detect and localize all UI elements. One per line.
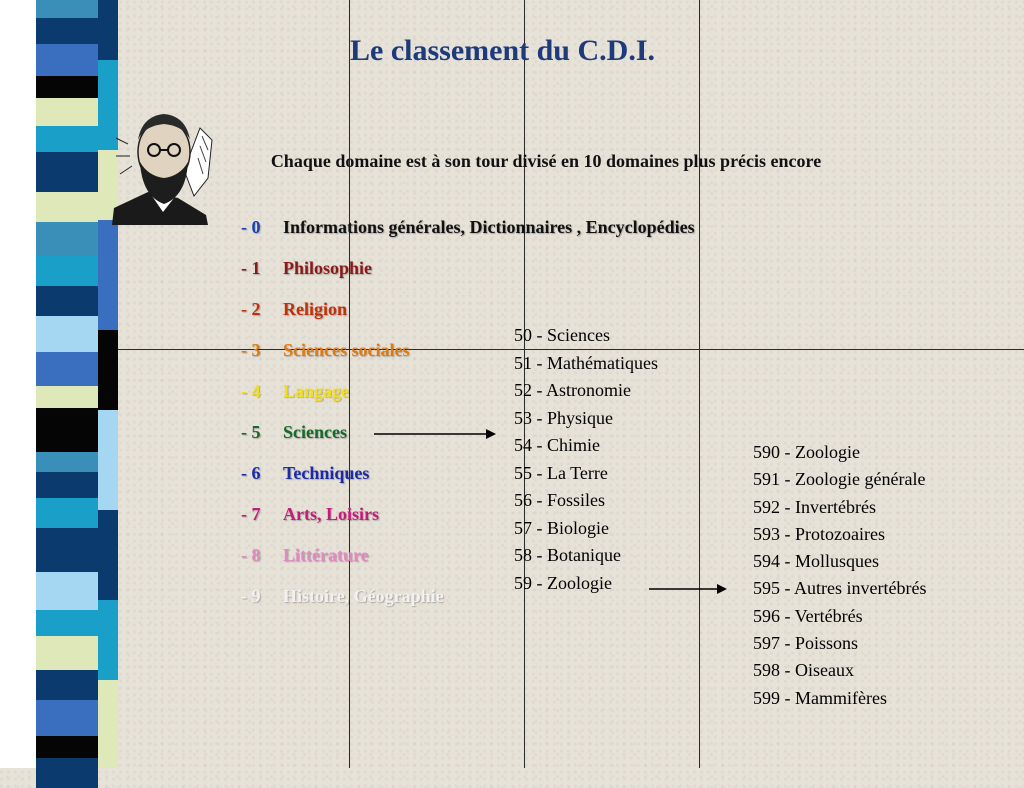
- domain-label: Techniques: [283, 463, 370, 483]
- list-item: 55 - La Terre: [514, 462, 608, 483]
- list-item: 597 - Poissons: [753, 633, 859, 654]
- list-item: 51 - Mathématiques: [514, 352, 658, 373]
- list-item: 58 - Botanique: [514, 545, 621, 565]
- list-item: 596 - Vertébrés: [753, 605, 863, 626]
- domain-item: [241, 299, 347, 320]
- list-item: 599 - Mammifères: [753, 687, 887, 708]
- domain-item: [241, 504, 379, 525]
- list-item: 595 - Autres invertébrés: [753, 578, 927, 599]
- domain-label: Sciences sociales: [283, 340, 410, 360]
- domain-item: [241, 545, 369, 566]
- domain-number: - 7: [241, 504, 261, 524]
- list-item: 594 - Mollusques: [753, 551, 879, 572]
- portrait-illustration: [108, 100, 218, 225]
- domain-label: Langage: [283, 381, 350, 401]
- strip-blocks: [36, 0, 98, 768]
- list-item: 53 - Physique: [514, 407, 613, 428]
- domain-item: [241, 340, 409, 361]
- domain-number: - 5: [241, 422, 261, 442]
- domain-label: Littérature: [283, 545, 369, 565]
- list-item: 50 - Sciences: [514, 325, 610, 345]
- domain-label: Religion: [283, 299, 348, 319]
- domain-number: - 1: [241, 258, 261, 278]
- domain-number: - 2: [241, 299, 261, 319]
- domain-number: - 6: [241, 463, 261, 483]
- list-item: 593 - Protozoaires: [753, 523, 885, 544]
- domain-label: Histoire, Géographie: [283, 586, 444, 606]
- grid-line-v3: [699, 0, 700, 768]
- domain-item: [241, 463, 369, 484]
- list-item: 592 - Invertébrés: [753, 496, 876, 517]
- arrow-right-icon: [374, 427, 498, 441]
- list-item: 54 - Chimie: [514, 435, 600, 455]
- domain-label: Philosophie: [283, 258, 373, 278]
- domain-item: [241, 586, 444, 607]
- list-item: 591 - Zoologie générale: [753, 469, 926, 490]
- intro-text: Chaque domaine est à son tour divisé en 10 domaines plus précis encore: [270, 151, 822, 171]
- domain-item: [241, 217, 695, 238]
- domain-item: [241, 422, 347, 443]
- domain-number: - 3: [241, 340, 261, 360]
- zoologie-subdomain-list: [753, 439, 926, 712]
- arrow-right-icon: [649, 582, 729, 596]
- list-item: 52 - Astronomie: [514, 380, 631, 400]
- list-item: 59 - Zoologie: [514, 572, 612, 593]
- domain-label: Sciences: [283, 422, 347, 442]
- decorative-strip: [0, 0, 118, 768]
- list-item: 590 - Zoologie: [753, 442, 860, 462]
- page-title: Le classement du C.D.I.: [350, 34, 655, 67]
- domain-item: [241, 258, 372, 279]
- domain-number: - 0: [241, 217, 261, 237]
- domain-item: [241, 381, 349, 402]
- list-item: 598 - Oiseaux: [753, 660, 854, 681]
- domain-number: - 4: [241, 381, 261, 401]
- domain-number: - 9: [241, 586, 261, 606]
- domain-label: Informations générales, Dictionnaires , Encyclopédies: [283, 217, 695, 237]
- grid-line-v1: [349, 0, 350, 768]
- list-item: 56 - Fossiles: [514, 490, 606, 510]
- list-item: 57 - Biologie: [514, 517, 609, 538]
- domain-label: Arts, Loisirs: [283, 504, 379, 524]
- sciences-subdomain-list: [514, 322, 658, 597]
- domain-number: - 8: [241, 545, 261, 565]
